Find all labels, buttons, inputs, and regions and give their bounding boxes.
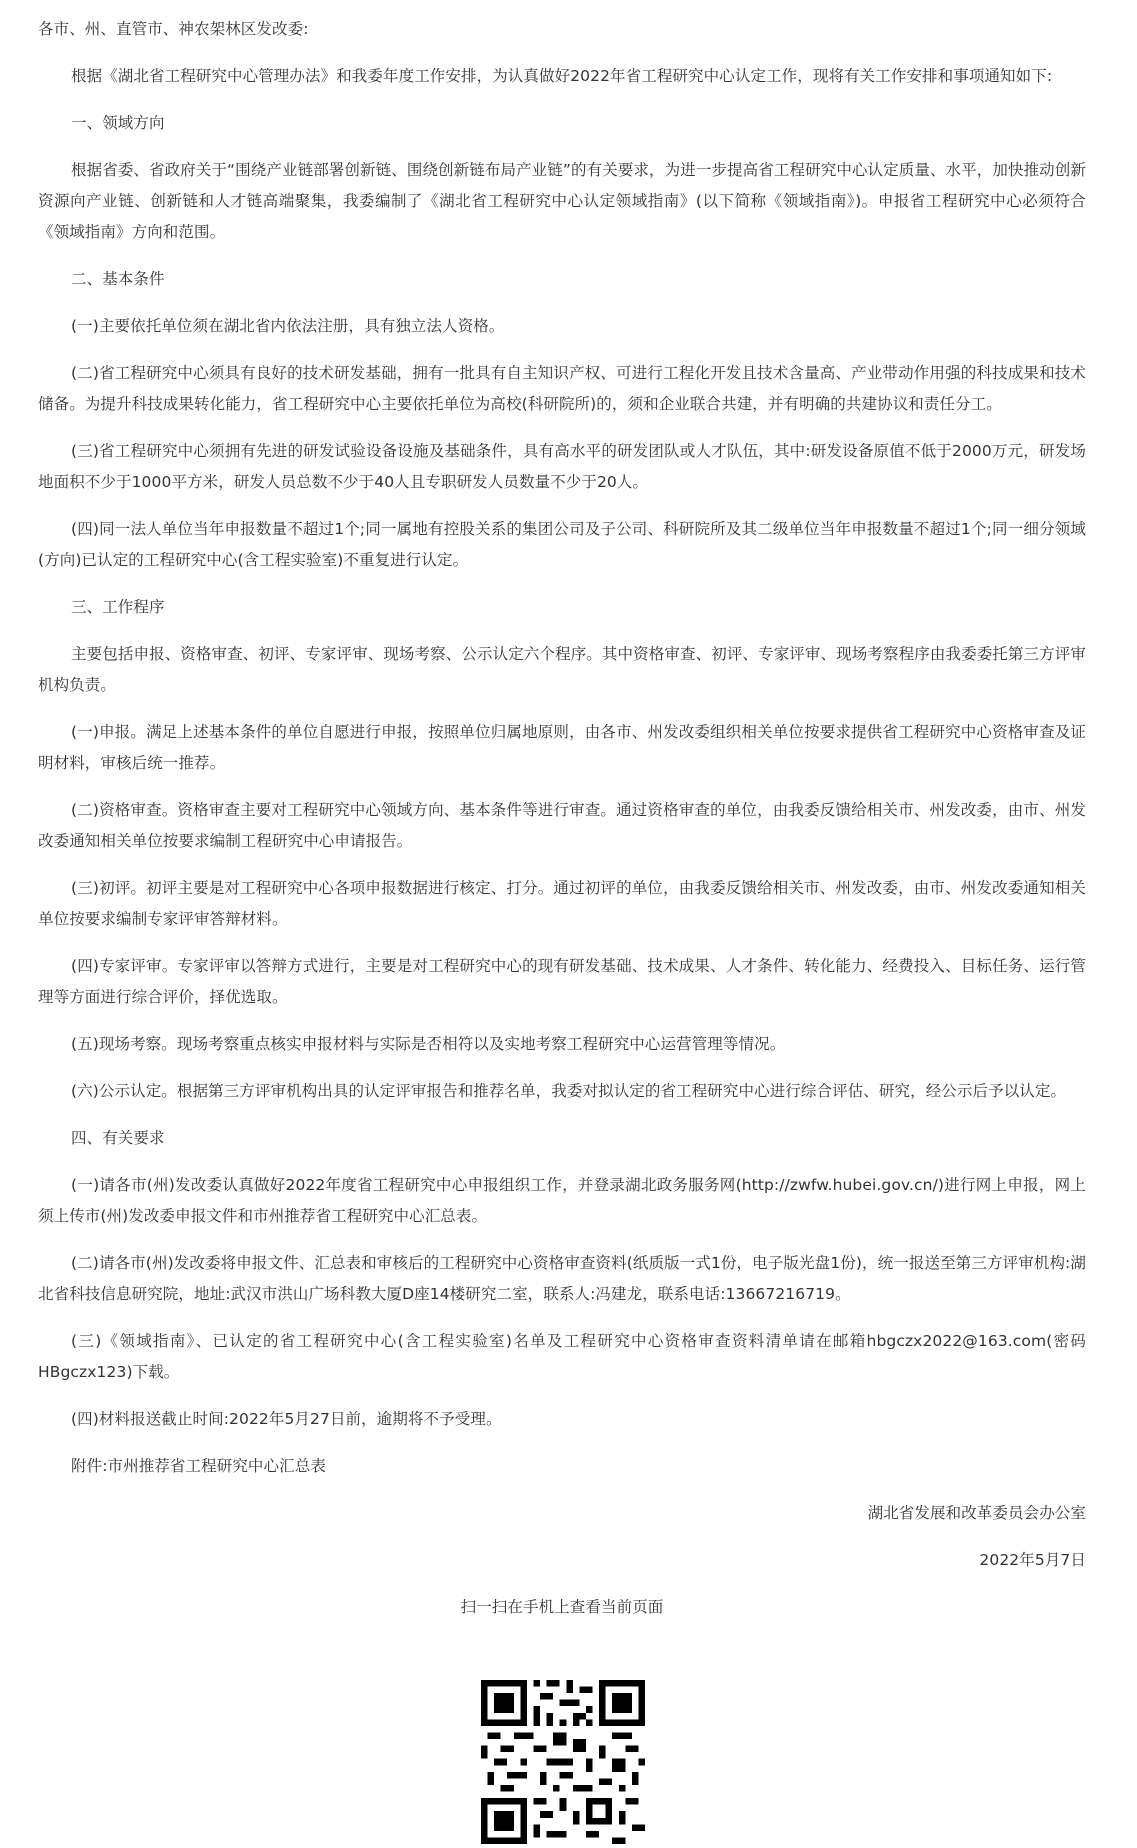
section-paragraph: (四)同一法人单位当年申报数量不超过1个;同一属地有控股关系的集团公司及子公司、科研院所及其二级单位当年申报数量不超过1个;同一细分领域(方向)已认定的工程研究中心(含工程实验室)不重复进行认定。 bbox=[38, 520, 1086, 569]
section-paragraph: (一)申报。满足上述基本条件的单位自愿进行申报，按照单位归属地原则，由各市、州发改委组织相关单位按要求提供省工程研究中心资格审查及证明材料，审核后统一推荐。 bbox=[38, 723, 1086, 772]
section-paragraph: (二)资格审查。资格审查主要对工程研究中心领域方向、基本条件等进行审查。通过资格审查的单位，由我委反馈给相关市、州发改委，由市、州发改委通知相关单位按要求编制工程研究中心申请报告。 bbox=[38, 801, 1086, 850]
section-paragraph: (三)省工程研究中心须拥有先进的研发试验设备设施及基础条件，具有高水平的研发团队或人才队伍，其中:研发设备原值不低于2000万元，研发场地面积不少于1000平方米，研发人员总数不少于40人且专职研发人员数量不少于20人。 bbox=[38, 442, 1086, 491]
intro-paragraph: 根据《湖北省工程研究中心管理办法》和我委年度工作安排，为认真做好2022年省工程研究中心认定工作，现将有关工作安排和事项通知如下: bbox=[71, 67, 1053, 85]
qr-caption: 扫一扫在手机上查看当前页面 bbox=[460, 1598, 664, 1616]
section-paragraph: (四)专家评审。专家评审以答辩方式进行，主要是对工程研究中心的现有研发基础、技术成果、人才条件、转化能力、经费投入、目标任务、运行管理等方面进行综合评价，择优选取。 bbox=[38, 957, 1086, 1006]
section-paragraph: (三)《领域指南》、已认定的省工程研究中心(含工程实验室)名单及工程研究中心资格审查资料清单请在邮箱hbgczx2022@163.com(密码HBgczx123)下载。 bbox=[38, 1332, 1086, 1381]
section-heading: 三、工作程序 bbox=[71, 598, 165, 616]
section-paragraph: (三)初评。初评主要是对工程研究中心各项申报数据进行核定、打分。通过初评的单位，由我委反馈给相关市、州发改委，由市、州发改委通知相关单位按要求编制专家评审答辩材料。 bbox=[38, 879, 1086, 928]
attachment-note: 附件:市州推荐省工程研究中心汇总表 bbox=[71, 1457, 326, 1475]
section-paragraph: (一)请各市(州)发改委认真做好2022年度省工程研究中心申报组织工作，并登录湖北政务服务网(http://zwfw.hubei.gov.cn/)进行网上申报，网上须上传市(州)发改委申报文件和市州推荐省工程研究中心汇总表。 bbox=[38, 1176, 1086, 1225]
salutation: 各市、州、直管市、神农架林区发改委: bbox=[38, 20, 309, 38]
section-paragraph: 根据省委、省政府关于“围绕产业链部署创新链、围绕创新链布局产业链”的有关要求，为进一步提高省工程研究中心认定质量、水平，加快推动创新资源向产业链、创新链和人才链高端聚集，我委编制了《湖北省工程研究中心认定领域指南》(以下简称《领域指南》)。申报省工程研究中心必须符合《领域指南》方向和范围。 bbox=[38, 161, 1086, 241]
section-heading: 四、有关要求 bbox=[71, 1129, 165, 1147]
section-heading: 一、领域方向 bbox=[71, 114, 165, 132]
signature: 湖北省发展和改革委员会办公室 bbox=[867, 1504, 1086, 1522]
qr-code-graphic bbox=[481, 1680, 645, 1844]
section-paragraph: (一)主要依托单位须在湖北省内依法注册，具有独立法人资格。 bbox=[71, 317, 505, 335]
section-paragraph: (四)材料报送截止时间:2022年5月27日前，逾期将不予受理。 bbox=[71, 1410, 502, 1428]
section-paragraph: (二)请各市(州)发改委将申报文件、汇总表和审核后的工程研究中心资格审查资料(纸质版一式1份，电子版光盘1份)，统一报送至第三方评审机构:湖北省科技信息研究院，地址:武汉市洪山广场科教大厦D座14楼研究二室，联系人:冯建龙，联系电话:13667216719。 bbox=[38, 1254, 1086, 1303]
qr-code-icon bbox=[481, 1680, 645, 1844]
section-paragraph: 主要包括申报、资格审查、初评、专家评审、现场考察、公示认定六个程序。其中资格审查、初评、专家评审、现场考察程序由我委委托第三方评审机构负责。 bbox=[38, 645, 1086, 694]
document-body bbox=[38, 0, 1086, 1623]
section-paragraph: (二)省工程研究中心须具有良好的技术研发基础，拥有一批具有自主知识产权、可进行工程化开发且技术含量高、产业带动作用强的科技成果和技术储备。为提升科技成果转化能力，省工程研究中心主要依托单位为高校(科研院所)的，须和企业联合共建，并有明确的共建协议和责任分工。 bbox=[38, 364, 1086, 413]
section-paragraph: (六)公示认定。根据第三方评审机构出具的认定评审报告和推荐名单，我委对拟认定的省工程研究中心进行综合评估、研究，经公示后予以认定。 bbox=[71, 1082, 1067, 1100]
section-heading: 二、基本条件 bbox=[71, 270, 165, 288]
date: 2022年5月7日 bbox=[979, 1551, 1086, 1569]
section-paragraph: (五)现场考察。现场考察重点核实申报材料与实际是否相符以及实地考察工程研究中心运营管理等情况。 bbox=[71, 1035, 786, 1053]
